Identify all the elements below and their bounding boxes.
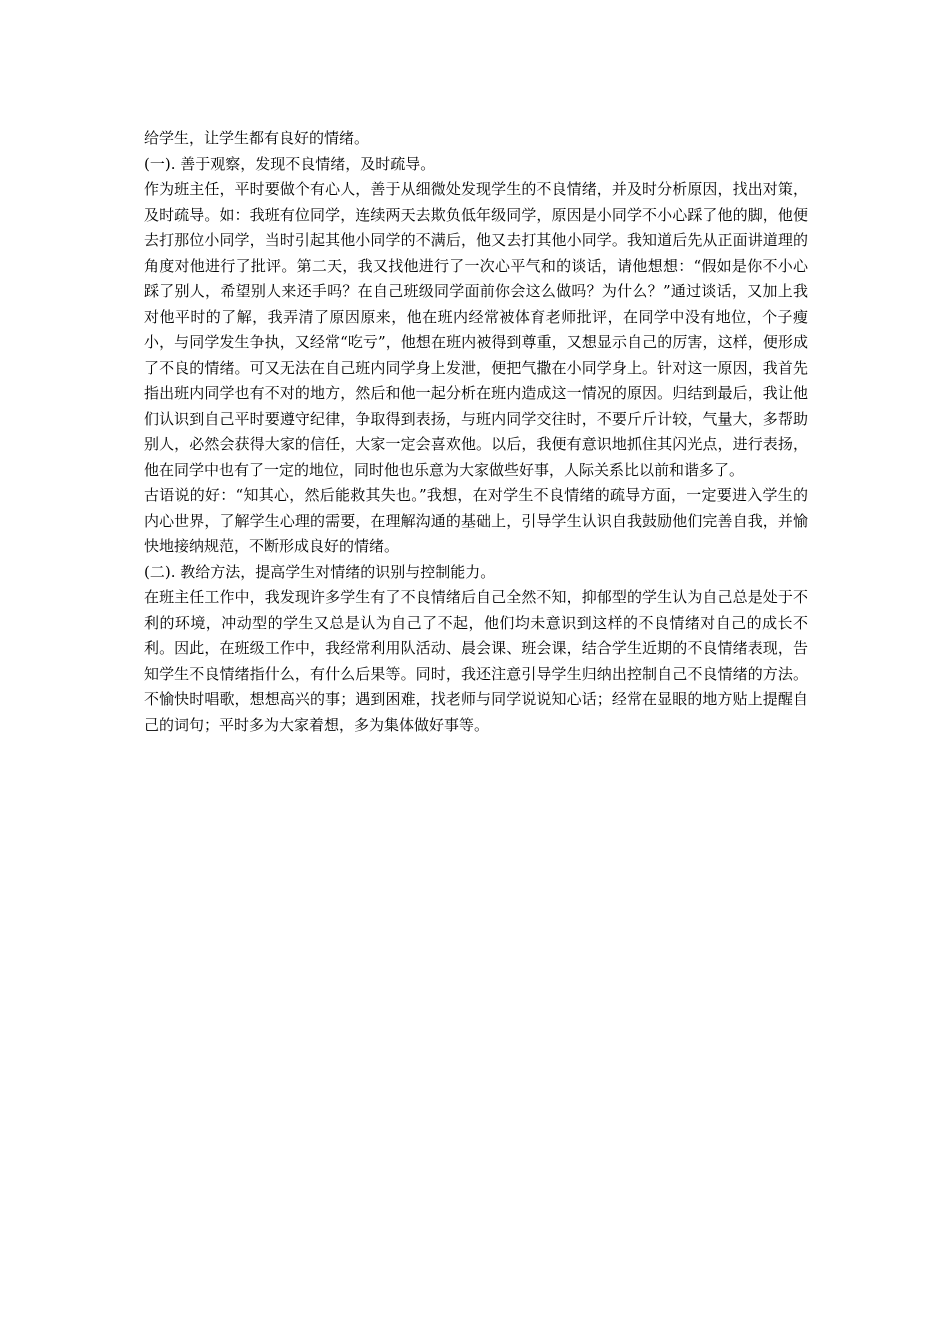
document-body (144, 126, 808, 738)
paragraph-methods: 在班主任工作中，我发现许多学生有了不良情绪后自己全然不知，抑郁型的学生认为自己总是处于不利的环境，冲动型的学生又总是认为自己了不起，他们均未意识到这样的不良情绪对自己的成长不利。因此，在班级工作中，我经常利用队活动、晨会课、班会课，结合学生近期的不良情绪表现，告知学生不良情绪指什么，有什么后果等。同时，我还注意引导学生归纳出控制自己不良情绪的方法。不愉快时唱歌，想想高兴的事；遇到困难，找老师与同学说说知心话；经常在显眼的地方贴上提醒自己的词句；平时多为大家着想，多为集体做好事等。 (144, 588, 808, 734)
section-heading-2: (二). 教给方法，提高学生对情绪的识别与控制能力。 (144, 562, 496, 581)
paragraph-case-study: 作为班主任，平时要做个有心人，善于从细微处发现学生的不良情绪，并及时分析原因，找出对策，及时疏导。如：我班有位同学，连续两天去欺负低年级同学，原因是小同学不小心踩了他的脚，他便去打那位小同学，当时引起其他小同学的不满后，他又去打其他小同学。我知道后先从正面讲道理的角度对他进行了批评。第二天，我又找他进行了一次心平气和的谈话，请他想想：“假如是你不小心踩了别人，希望别人来还手吗？在自己班级同学面前你会这么做吗？为什么？”通过谈话，又加上我对他平时的了解，我弄清了原因原来，他在班内经常被体育老师批评，在同学中没有地位，个子瘦小，与同学发生争执，又经常“吃亏”，他想在班内被得到尊重，又想显示自己的厉害，这样，便形成了不良的情绪。可又无法在自己班内同学身上发泄，便把气撒在小同学身上。针对这一原因，我首先指出班内同学也有不对的地方，然后和他一起分析在班内造成这一情况的原因。归结到最后，我让他们认识到自己平时要遵守纪律，争取得到表扬，与班内同学交往时，不要斤斤计较，气量大，多帮助别人，必然会获得大家的信任，大家一定会喜欢他。以后，我便有意识地抓住其闪光点，进行表扬，他在同学中也有了一定的地位，同时他也乐意为大家做些好事，人际关系比以前和谐多了。 (144, 180, 808, 479)
section-heading-1: (一). 善于观察，发现不良情绪，及时疏导。 (144, 154, 436, 173)
paragraph-intro-continuation: 给学生，让学生都有良好的情绪。 (144, 129, 370, 147)
paragraph-proverb: 古语说的好：“知其心，然后能救其失也。”我想，在对学生不良情绪的疏导方面，一定要进入学生的内心世界，了解学生心理的需要，在理解沟通的基础上，引导学生认识自我鼓励他们完善自我，并愉快地接纳规范，不断形成良好的情绪。 (144, 486, 808, 555)
